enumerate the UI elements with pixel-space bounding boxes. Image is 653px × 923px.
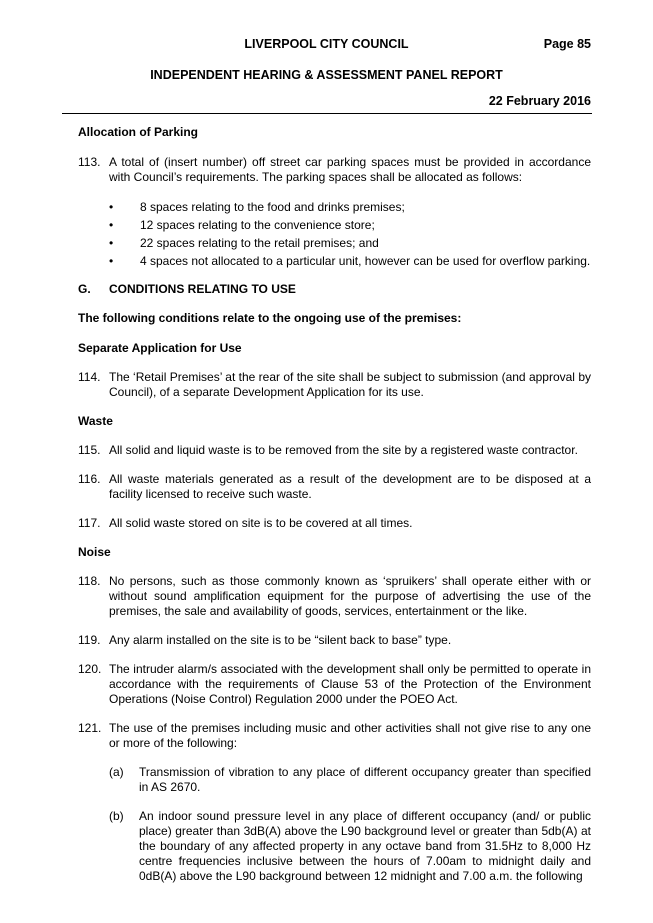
condition-text: The use of the premises including music and other activities shall not give rise to any one or more of the following: (109, 721, 591, 750)
condition-118 (78, 574, 591, 619)
condition-text: The intruder alarm/s associated with the development shall only be permitted to operate in accordance with the requirements of Clause 53 of the Protection of the Environment Operations (Noise Control) Regulation 2000 under the POEO Act. (109, 662, 591, 706)
condition-113 (78, 155, 591, 185)
section-letter: G. (78, 282, 91, 296)
list-item: • 4 spaces not allocated to a particular unit, however can be used for overflow parking. (109, 254, 591, 268)
list-item: • 12 spaces relating to the convenience store; (109, 218, 375, 232)
condition-number: 119. (78, 633, 101, 647)
condition-number: 118. (78, 574, 101, 588)
heading-separate-application: Separate Application for Use (78, 341, 242, 355)
bullet-icon: • (109, 254, 114, 268)
sub-condition-b (109, 809, 591, 884)
list-item: • 8 spaces relating to the food and drinks premises; (109, 200, 405, 214)
condition-number: 114. (78, 370, 101, 384)
bullet-icon: • (109, 218, 114, 232)
report-date: 22 February 2016 (488, 94, 591, 108)
council-name: LIVERPOOL CITY COUNCIL (244, 37, 409, 51)
condition-number: 113. (78, 155, 101, 169)
parking-allocation-list (109, 200, 591, 269)
section-g-intro: The following conditions relate to the ongoing use of the premises: (78, 311, 462, 325)
bullet-icon: • (109, 200, 114, 214)
heading-noise: Noise (78, 545, 111, 559)
condition-text: All solid waste stored on site is to be covered at all times. (109, 516, 413, 530)
condition-114 (78, 370, 591, 400)
condition-text: No persons, such as those commonly known as ‘spruikers’ shall operate either with or without sound amplification equipment for the purpose of advertising the use of the premises, the sale and availability of goods, services, entertainment or the like. (109, 574, 591, 618)
bullet-icon: • (109, 236, 114, 250)
section-g-heading (78, 282, 591, 296)
list-item: • 22 spaces relating to the retail premises; and (109, 236, 379, 250)
condition-120 (78, 662, 591, 707)
sub-condition-label: (b) (109, 809, 124, 823)
section-title: CONDITIONS RELATING TO USE (109, 282, 296, 296)
condition-text: All solid and liquid waste is to be removed from the site by a registered waste contractor. (109, 443, 578, 457)
condition-number: 117. (78, 516, 101, 530)
condition-text: A total of (insert number) off street car parking spaces must be provided in accordance with Council’s requirements. The parking spaces shall be allocated as follows: (109, 155, 591, 184)
sub-condition-text: Transmission of vibration to any place of different occupancy greater than specified in AS 2670. (139, 765, 591, 794)
condition-117 (78, 516, 591, 531)
condition-number: 116. (78, 472, 101, 486)
document-body (78, 125, 591, 884)
condition-text: Any alarm installed on the site is to be “silent back to base” type. (109, 633, 452, 647)
sub-condition-text: An indoor sound pressure level in any place of different occupancy (and/ or public place) greater than 3dB(A) above the L90 background level or greater than 5db(A) at the boundary of any affected property in any octave band from 31.5Hz to 8,000 Hz centre frequencies inclusive between the hours of 7.00am to midnight daily and 0dB(A) above the L90 background between 12 midnight and 7.00 a.m. the following (139, 809, 591, 883)
condition-119 (78, 633, 591, 648)
condition-121 (78, 721, 591, 751)
condition-115 (78, 443, 591, 458)
heading-waste: Waste (78, 414, 113, 428)
report-title: INDEPENDENT HEARING & ASSESSMENT PANEL REPORT (150, 68, 503, 82)
sub-condition-label: (a) (109, 765, 124, 779)
condition-116 (78, 472, 591, 502)
condition-text: The ‘Retail Premises’ at the rear of the site shall be subject to submission (and approval by Council), of a separate Development Application for its use. (109, 370, 591, 399)
page-number: Page 85 (543, 37, 591, 51)
heading-allocation-of-parking: Allocation of Parking (78, 125, 199, 139)
header-divider (62, 113, 592, 114)
condition-number: 120. (78, 662, 102, 676)
condition-number: 121. (78, 721, 102, 735)
condition-number: 115. (78, 443, 101, 457)
condition-text: All waste materials generated as a result of the development are to be disposed at a facility licensed to receive such waste. (109, 472, 591, 501)
sub-condition-a (109, 765, 591, 795)
